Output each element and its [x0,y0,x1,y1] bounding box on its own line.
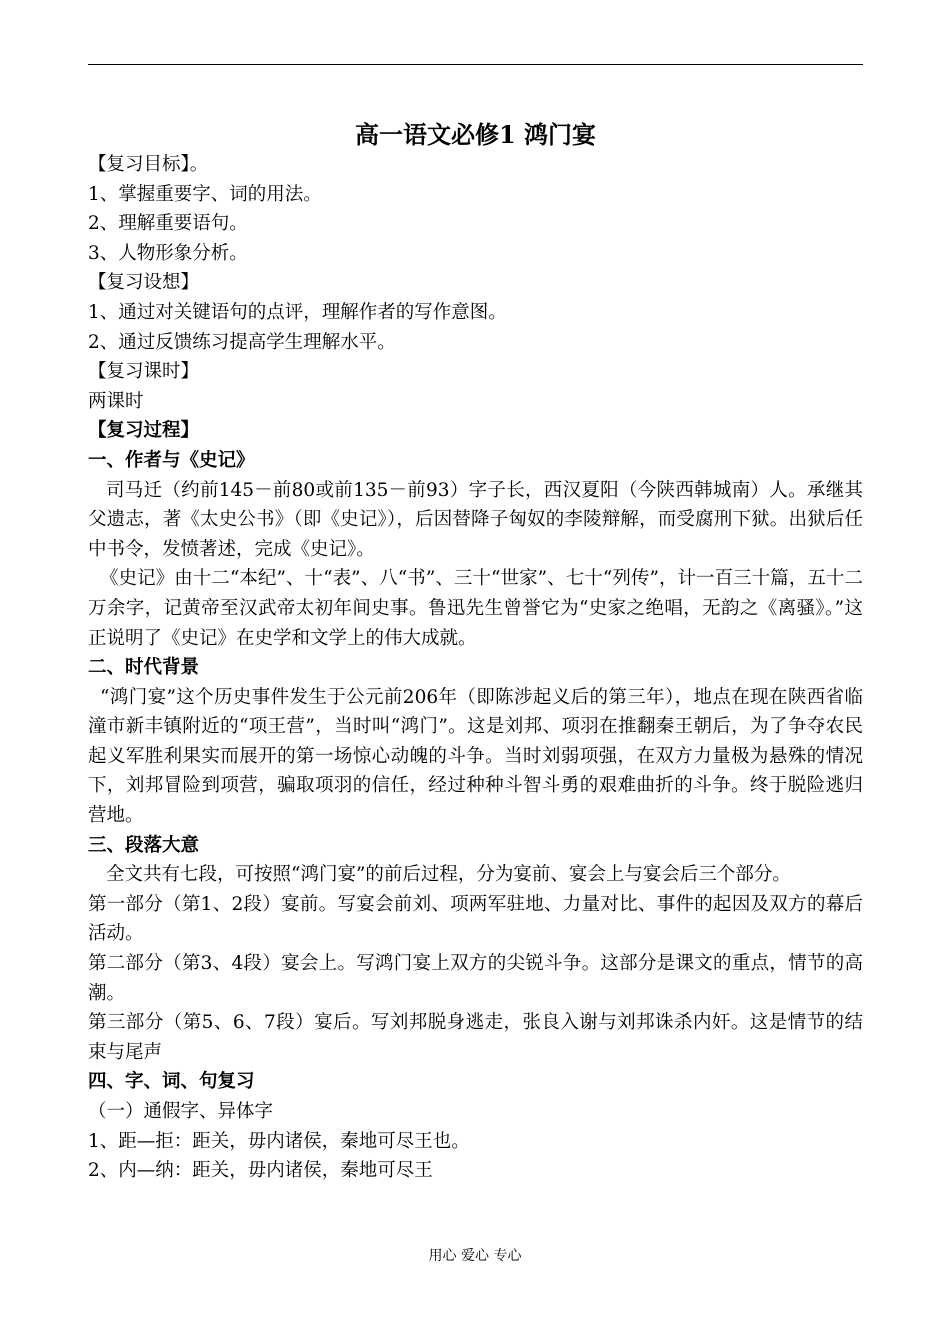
review-item-2: 2、内—纳：距关，毋内诸侯，秦地可尽王 [88,1160,433,1182]
section-label-plan: 【复习设想】 [88,272,200,294]
heading-author: 一、作者与《史记》 [88,449,255,471]
paragraph-part-2: 第二部分（第3、4段）宴会上。写鸿门宴上双方的尖锐斗争。这部分是课文的重点，情节的高潮。 [88,953,863,1004]
heading-review: 四、字、词、句复习 [88,1071,255,1093]
paragraph-background: “鸿门宴”这个历史事件发生于公元前206年（即陈涉起义后的第三年），地点在现在陕西省临潼市新丰镇附近的“项王营”，当时叫“鸿门”。这是刘邦、项羽在推翻秦王朝后，为了争夺农民起义军胜利果实而展开的第一场惊心动魄的斗争。当时刘弱项强，在双方力量极为悬殊的情况下，刘邦冒险到项营，骗取项羽的信任，经过种种斗智斗勇的艰难曲折的斗争。终于脱险逃归营地。 [88,686,863,827]
header-rule [88,64,863,65]
hours-value: 两课时 [88,390,144,412]
plan-item-1: 1、通过对关键语句的点评，理解作者的写作意图。 [88,301,507,323]
section-label-goals: 【复习目标】。 [88,154,209,175]
section-label-hours: 【复习课时】 [88,361,200,383]
goal-item-2: 2、理解重要语句。 [88,213,248,235]
plan-item-2: 2、通过反馈练习提高学生理解水平。 [88,331,396,353]
heading-background: 二、时代背景 [88,657,200,679]
goal-item-1: 1、掌握重要字、词的用法。 [88,183,322,205]
paragraph-part-1: 第一部分（第1、2段）宴前。写宴会前刘、项两军驻地、力量对比、事件的起因及双方的幕后活动。 [88,893,863,945]
paragraph-shiji: 《史记》由十二“本纪”、十“表”、八“书”、三十“世家”、七十“列传”，计一百三十篇，五十二万余字，记黄帝至汉武帝太初年间史事。鲁迅先生曾誉它为“史家之绝唱，无韵之《离骚》。”这正说明了《史记》在史学和文学上的伟大成就。 [88,568,863,649]
paragraph-part-3: 第三部分（第5、6、7段）宴后。写刘邦脱身逃走，张良入谢与刘邦诛杀内奸。这是情节的结束与尾声 [88,1012,863,1063]
review-item-1: 1、距—拒：距关，毋内诸侯，秦地可尽王也。 [88,1130,470,1152]
document-body [88,150,863,1186]
page-title: 高一语文必修1 鸿门宴 [354,120,597,149]
paragraph-author: 司马迁（约前145－前80或前135－前93）字子长，西汉夏阳（今陕西韩城南）人。承继其父遗志，著《太史公书》（即《史记》），后因替降子匈奴的李陵辩解，而受腐刑下狱。出狱后任中书令，发愤著述，完成《史记》。 [88,479,863,560]
subheading-tongjiazi: （一）通假字、异体字 [88,1101,274,1122]
section-label-process: 【复习过程】 [88,420,200,442]
goal-item-3: 3、人物形象分析。 [88,242,248,264]
page-footer: 用心 爱心 专心 [428,1248,522,1264]
paragraph-structure-intro: 全文共有七段，可按照“鸿门宴”的前后过程，分为宴前、宴会上与宴会后三个部分。 [106,864,791,886]
heading-structure: 三、段落大意 [88,834,200,856]
